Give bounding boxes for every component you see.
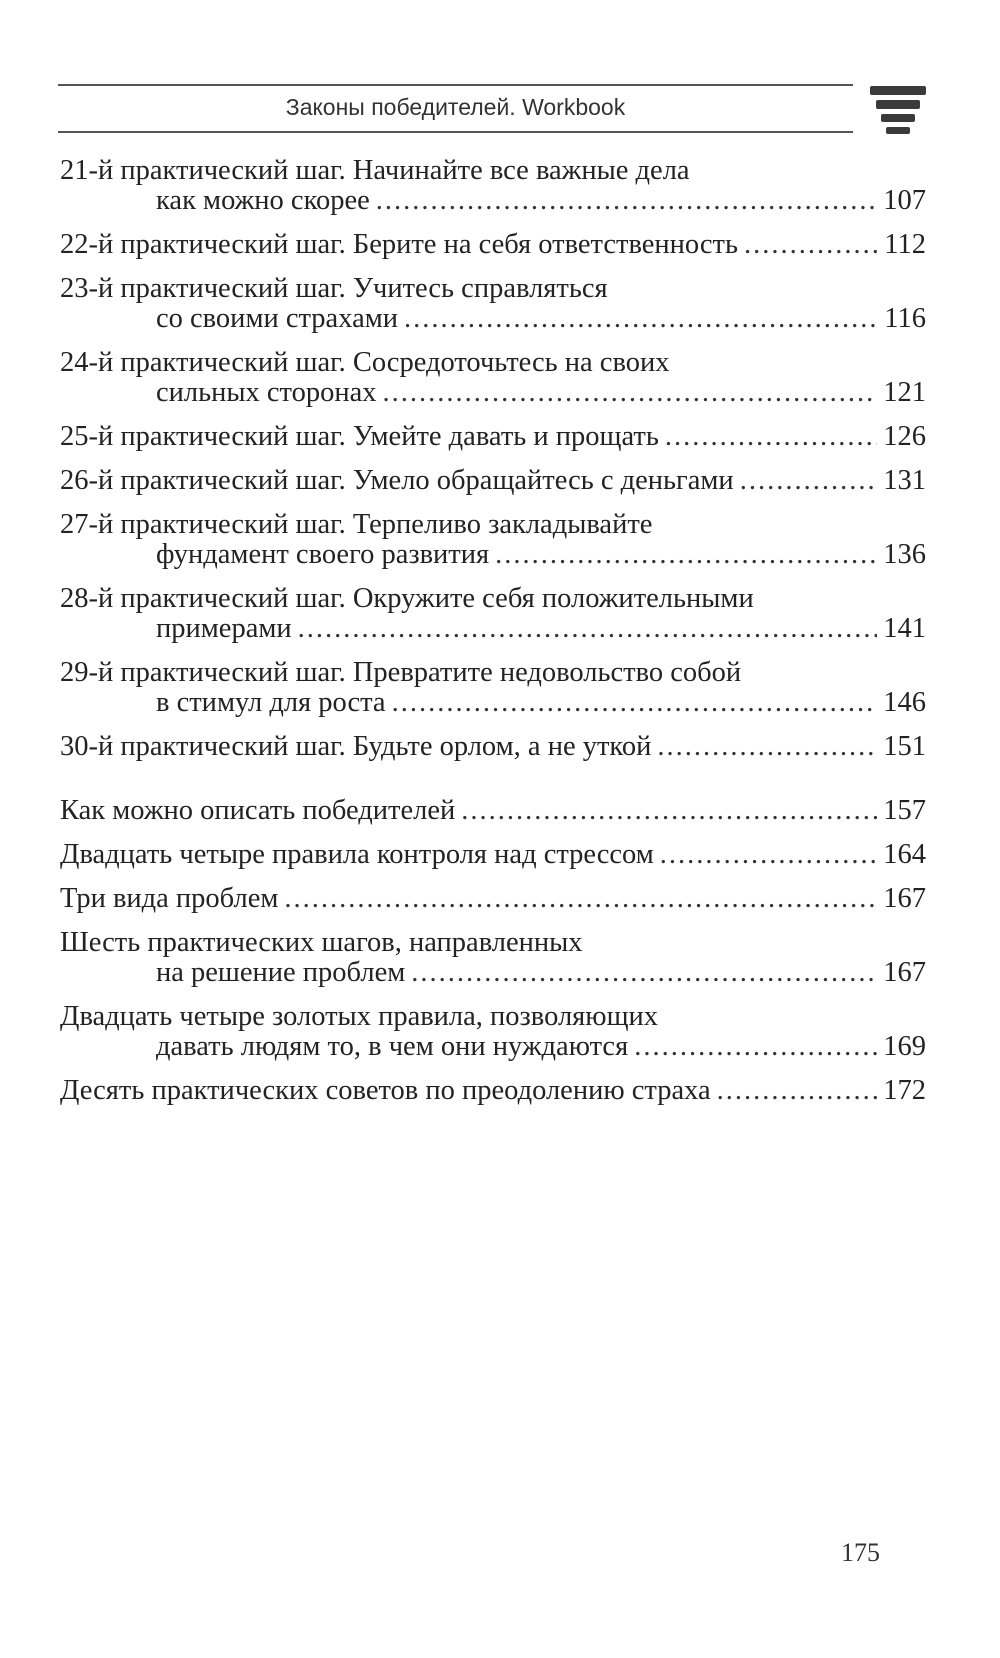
toc-entry-page: 136 bbox=[883, 539, 926, 570]
toc-entry[interactable] bbox=[60, 466, 926, 496]
toc-entry[interactable] bbox=[60, 156, 926, 216]
toc-entry-page: 126 bbox=[883, 421, 926, 452]
toc-entry-title-continued: как можно скорее bbox=[156, 185, 370, 216]
toc-appendices-section bbox=[60, 796, 926, 1106]
dot-leader bbox=[744, 230, 878, 260]
toc-entry-title: 26-й практический шаг. Умело обращайтесь с деньгами bbox=[60, 465, 734, 496]
toc-entry-title: Шесть практических шагов, направленных bbox=[60, 927, 583, 958]
dot-leader bbox=[411, 958, 877, 988]
toc-entry-line bbox=[60, 884, 926, 914]
toc-entry-line-continued bbox=[60, 304, 926, 334]
toc-entry-title: 29-й практический шаг. Превратите недовольство собой bbox=[60, 657, 742, 688]
toc-entry-page: 169 bbox=[883, 1031, 926, 1062]
dot-leader bbox=[660, 840, 877, 870]
toc-entry-title: 21-й практический шаг. Начинайте все важные дела bbox=[60, 155, 690, 186]
header-top-rule bbox=[58, 84, 853, 86]
toc-entry-title: 23-й практический шаг. Учитесь справляться bbox=[60, 273, 608, 304]
toc-entry[interactable] bbox=[60, 510, 926, 570]
toc-entry-title: 24-й практический шаг. Сосредоточьтесь на своих bbox=[60, 347, 670, 378]
toc-entry-page: 157 bbox=[883, 795, 926, 826]
toc-entry-title: 30-й практический шаг. Будьте орлом, а не уткой bbox=[60, 731, 652, 762]
toc-entry-line-continued bbox=[60, 958, 926, 988]
chapter-mark-icon bbox=[870, 86, 926, 140]
dot-leader bbox=[634, 1032, 877, 1062]
toc-entry-page: 131 bbox=[883, 465, 926, 496]
toc-entry-title: 22-й практический шаг. Берите на себя ответственность bbox=[60, 229, 738, 260]
toc-entry[interactable] bbox=[60, 928, 926, 988]
toc-entry-line-continued bbox=[60, 378, 926, 408]
section-gap bbox=[60, 776, 926, 796]
toc-entry-title-continued: в стимул для роста bbox=[156, 687, 386, 718]
toc-entry-line-continued bbox=[60, 186, 926, 216]
dot-leader bbox=[461, 796, 877, 826]
toc-steps-section bbox=[60, 156, 926, 762]
toc-entry-title: Как можно описать победителей bbox=[60, 795, 456, 826]
toc-entry-line bbox=[60, 348, 926, 378]
toc-entry-title-continued: сильных сторонах bbox=[156, 377, 377, 408]
toc-entry-line bbox=[60, 156, 926, 186]
toc-entry-line-continued bbox=[60, 614, 926, 644]
toc-entry[interactable] bbox=[60, 230, 926, 260]
toc-entry-page: 146 bbox=[883, 687, 926, 718]
toc-entry-title-continued: фундамент своего развития bbox=[156, 539, 490, 570]
toc-entry[interactable] bbox=[60, 274, 926, 334]
toc-entry[interactable] bbox=[60, 422, 926, 452]
toc-entry-line bbox=[60, 422, 926, 452]
toc-entry-line bbox=[60, 1002, 926, 1032]
toc-entry-title: 27-й практический шаг. Терпеливо закладывайте bbox=[60, 509, 653, 540]
toc-entry-title-continued: давать людям то, в чем они нуждаются bbox=[156, 1031, 629, 1062]
toc-entry-page: 116 bbox=[884, 303, 926, 334]
toc-entry-line bbox=[60, 840, 926, 870]
toc-entry-line bbox=[60, 732, 926, 762]
toc-entry-page: 167 bbox=[883, 957, 926, 988]
dot-leader bbox=[392, 688, 878, 718]
toc-entry-line-continued bbox=[60, 688, 926, 718]
toc-entry-page: 121 bbox=[883, 377, 926, 408]
toc-entry-page: 151 bbox=[883, 731, 926, 762]
toc-entry[interactable] bbox=[60, 1002, 926, 1062]
toc-entry-line bbox=[60, 466, 926, 496]
toc-entry-title-continued: на решение проблем bbox=[156, 957, 406, 988]
toc-entry[interactable] bbox=[60, 732, 926, 762]
toc-entry[interactable] bbox=[60, 1076, 926, 1106]
dot-leader bbox=[665, 422, 877, 452]
toc-entry-line bbox=[60, 658, 926, 688]
toc-entry-title: Двадцать четыре правила контроля над стрессом bbox=[60, 839, 654, 870]
toc-entry-line-continued bbox=[60, 1032, 926, 1062]
header-bottom-rule bbox=[58, 131, 853, 133]
toc-entry-title: Двадцать четыре золотых правила, позволяющих bbox=[60, 1001, 659, 1032]
toc-entry-line bbox=[60, 274, 926, 304]
toc-entry-title: Три вида проблем bbox=[60, 883, 279, 914]
toc-entry[interactable] bbox=[60, 796, 926, 826]
dot-leader bbox=[383, 378, 878, 408]
dot-leader bbox=[376, 186, 877, 216]
toc-entry-page: 107 bbox=[883, 185, 926, 216]
toc-entry-page: 167 bbox=[883, 883, 926, 914]
toc-entry-title: Десять практических советов по преодолению страха bbox=[60, 1075, 711, 1106]
toc-entry[interactable] bbox=[60, 658, 926, 718]
toc-entry-page: 164 bbox=[883, 839, 926, 870]
toc-entry-page: 112 bbox=[884, 229, 926, 260]
dot-leader bbox=[657, 732, 877, 762]
dot-leader bbox=[404, 304, 878, 334]
toc-entry-title-continued: примерами bbox=[156, 613, 292, 644]
toc-entry-line bbox=[60, 1076, 926, 1106]
dot-leader bbox=[717, 1076, 878, 1106]
toc-entry-title-continued: со своими страхами bbox=[156, 303, 399, 334]
toc-entry-page: 141 bbox=[883, 613, 926, 644]
dot-leader bbox=[740, 466, 878, 496]
running-title: Законы победителей. Workbook bbox=[285, 94, 626, 120]
dot-leader bbox=[495, 540, 877, 570]
toc-entry-title: 28-й практический шаг. Окружите себя положительными bbox=[60, 583, 754, 614]
toc-entry-line-continued bbox=[60, 540, 926, 570]
toc-entry-line bbox=[60, 230, 926, 260]
toc-entry-line bbox=[60, 796, 926, 826]
toc-entry[interactable] bbox=[60, 348, 926, 408]
dot-leader bbox=[298, 614, 878, 644]
toc-entry-title: 25-й практический шаг. Умейте давать и прощать bbox=[60, 421, 659, 452]
toc-entry-line bbox=[60, 584, 926, 614]
page-number: 175 bbox=[841, 1538, 880, 1567]
toc-entry-line bbox=[60, 928, 926, 958]
toc-entry[interactable] bbox=[60, 840, 926, 870]
toc-entry-line bbox=[60, 510, 926, 540]
toc-entry-page: 172 bbox=[883, 1075, 926, 1106]
dot-leader bbox=[284, 884, 877, 914]
table-of-contents bbox=[60, 156, 926, 1120]
toc-entry[interactable] bbox=[60, 584, 926, 644]
toc-entry[interactable] bbox=[60, 884, 926, 914]
